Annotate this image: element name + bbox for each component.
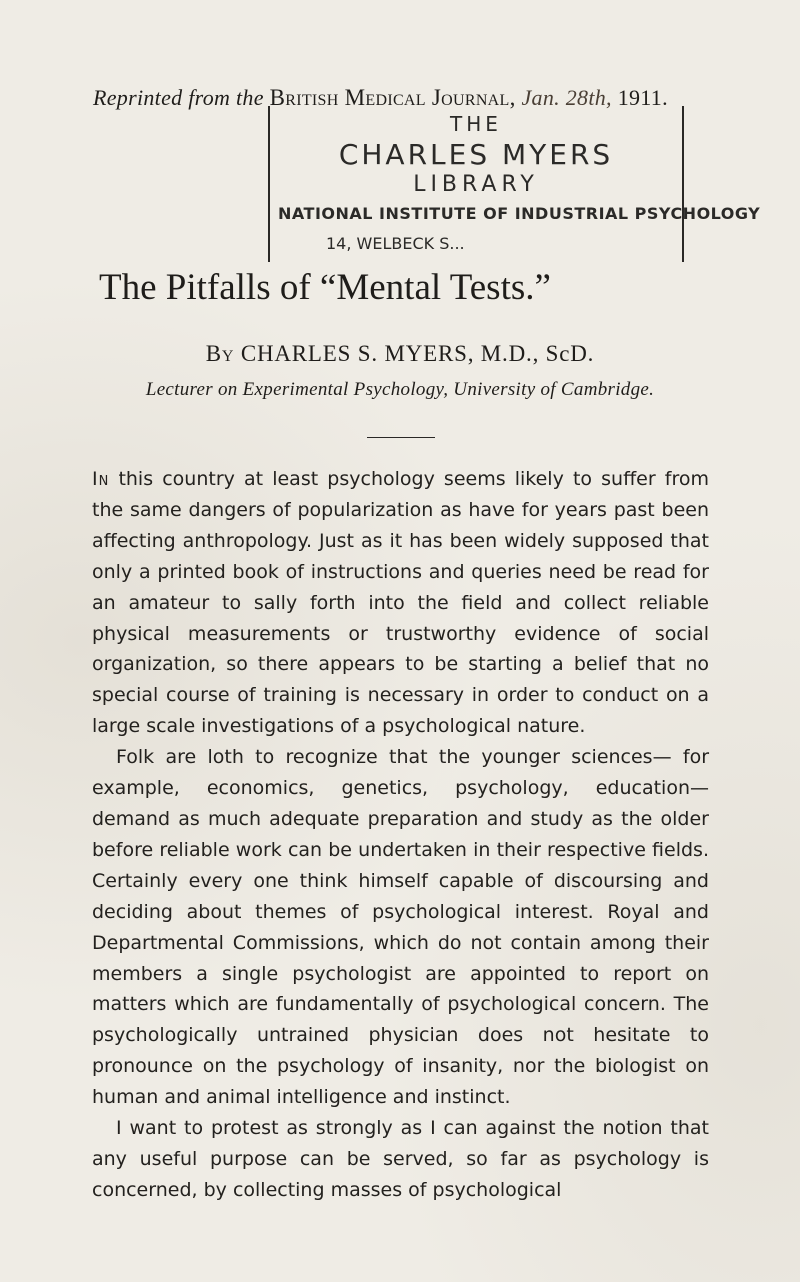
stamp-line-institute: NATIONAL INSTITUTE OF INDUSTRIAL PSYCHOLOGY [278, 204, 761, 223]
journal-name: British Medical Journal, [269, 85, 516, 110]
author-name: CHARLES S. MYERS, M.D., ScD. [240, 341, 595, 366]
section-divider [367, 437, 435, 438]
article-title: The Pitfalls of “Mental Tests.” [99, 267, 551, 308]
paragraph-1 [92, 464, 709, 742]
stamp-line-name: CHARLES MYERS [338, 138, 614, 171]
reprint-year: 1911. [617, 85, 668, 110]
byline [0, 341, 800, 367]
byline-prefix: By [205, 341, 235, 366]
handwritten-date: Jan. 28th, [521, 85, 612, 110]
library-stamp [268, 106, 761, 262]
stamp-line-the: THE [450, 112, 502, 136]
paragraph-1-text: this country at least psychology seems likely to suffer from the same dangers of popularization as have for years past been affecting anthropology. Just as it has been widely supposed that only a printed book of instructions and queries need be read for an amateur to sally forth into the field and collect reliable physical measurements or trustworthy evidence of social organization, so there appears to be starting a belief that no special course of training is necessary in order to conduct on a large scale investigations of a psychological nature. [92, 468, 709, 738]
author-affiliation: Lecturer on Experimental Psychology, University of Cambridge. [145, 379, 655, 400]
paragraph-3: I want to protest as strongly as I can against the notion that any useful purpose can be served, so far as psychology is concerned, by collecting masses of psychological [92, 1117, 709, 1201]
article-body [92, 464, 709, 1206]
stamp-line-address: 14, WELBECK S... [326, 234, 465, 253]
stamp-line-library: LIBRARY [413, 172, 539, 197]
paragraph-2: Folk are loth to recognize that the younger sciences— for example, economics, genetics, psychology, education— demand as much adequate preparation and study as the older before reliable work can be undertaken in their respective fields. Certainly every one think himself capable of discoursing and deciding about themes of psychological interest. Royal and Departmental Commissions, which do not contain among their members a single psychologist are appointed to report on matters which are fundamentally of psychological concern. The psychologically untrained physician does not hesitate to pronounce on the psychology of insanity, nor the biologist on human and animal intelligence and instinct. [92, 746, 709, 1109]
paragraph-1-lead: In [92, 468, 110, 490]
reprint-prefix: Reprinted from the [93, 85, 264, 110]
